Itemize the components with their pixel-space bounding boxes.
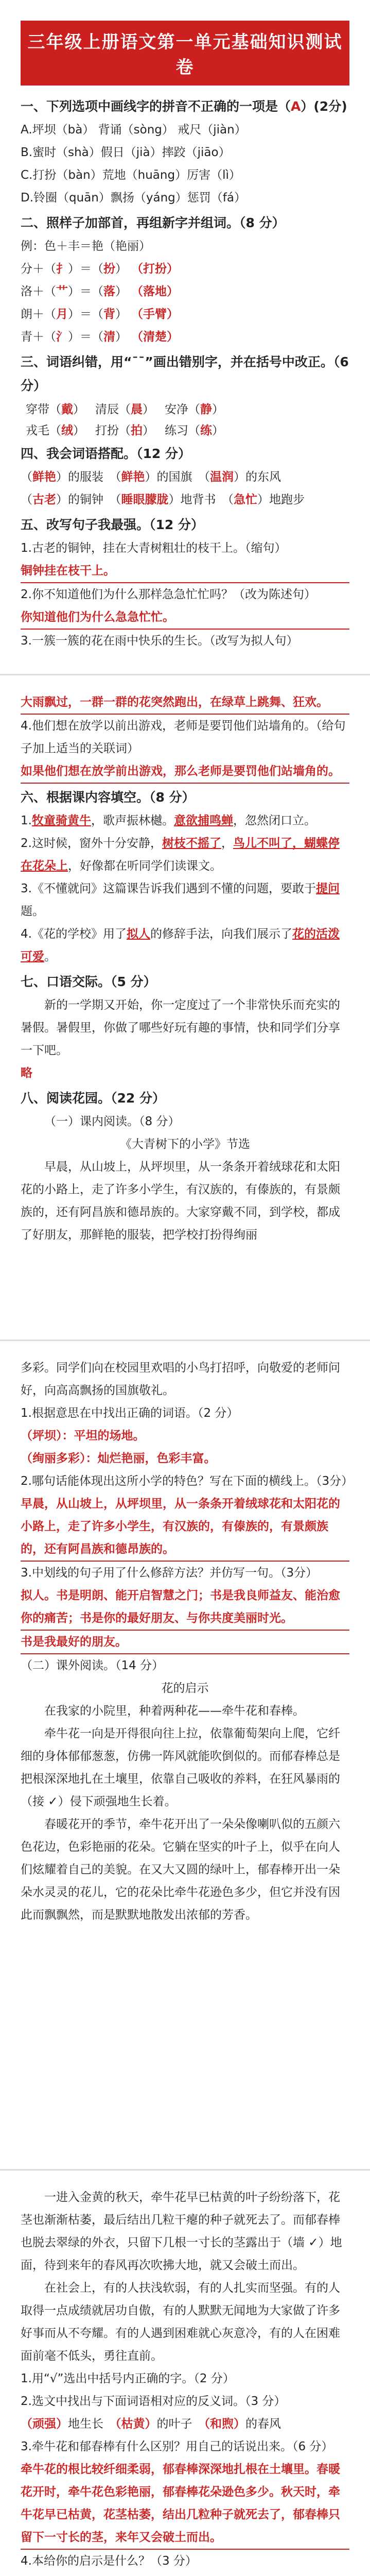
radical-row: 朗＋（月）＝（背） （手臂） [21,308,179,321]
correction-item: 穿带（戴） [26,403,85,416]
test-page-4 [0,2169,370,2576]
option-d: D.铃圈（quān）飘扬（yáng）惩罚（fá） [21,191,246,205]
section-5-heading: 五、改写句子我最强。（12 分） [21,517,204,532]
section-3-heading: 三、词语纠错，用“ˉˉ”画出错别字，并在括号中改正。（6 分） [21,354,349,393]
answer-line: 你知道他们为什么急急忙忙。 [21,606,349,630]
reading-passage: 早晨，从山坡上，从坪坝里，从一条条开着绒球花和太阳花的小路上，走了许多小学生，有汉族的，有傣族的，有景颇族的，还有阿昌族和德昂族的。大家穿戴不同，到学校，都成了好朋友，那鲜艳的服装，把学校打扮得绚丽 [21,1160,340,1242]
section-1-heading: 一、下列选项中画线字的拼音不正确的一项是（A）(2分) [21,99,347,114]
answer-line: 铜钟挂在枝干上。 [21,560,349,583]
collocation-row: （鲜艳）的服装 （鲜艳）的国旗 （温润）的东风 [21,470,281,484]
answer-line: 拟人。书是明朗、能开启智慧之门；书是我良师益友、能治愈你的痛苦；书是你的最好朋友、与你共度美丽时光。 [21,1584,349,1631]
question: 1.古老的铜钟，挂在大青树粗壮的枝干上。（缩句） [21,541,287,555]
reading-paragraph: 牵牛花一向是开得很向往上拉，依靠葡萄架向上爬，它纤细的身体郁郁葱葱，仿佛一阵风就能吹倒似的。而郁春棒总是把根深深地扎在土壤里，依靠自己吸收的养料，在狂风暴雨的（接 ✓）侵下顽强地生长着。 [21,1727,340,1808]
radical-row: 洛＋（艹）＝（落） （落地） [21,285,179,298]
fill-item: 3.《不懂就问》这篇课告诉我们遇到不懂的问题，要敢于提问题。 [21,882,340,918]
reading-paragraph: 一进入金黄的秋天，牵牛花早已枯黄的叶子纷纷落下，花茎也渐渐枯萎，最后结出几粒干瘪的种子就死去了。而郁春棒也脱去翠绿的外衣，只留下几根一寸长的茎露出于（墙 ✓）地面，待到来年的春风再次吹拂大地，就又会破土而出。 [21,2191,342,2272]
question: 1.根据意思在中找出正确的词语。（2 分） [21,1406,239,1420]
reading-passage: 多彩。同学们向在校园里欢唱的小鸟打招呼，向敬爱的老师问好，向高高飘扬的国旗敬礼。 [21,1361,340,1397]
question: 2.选文中找出与下面词语相对应的反义词。（3 分） [21,2395,286,2408]
answer-line: （绚丽多彩）：灿烂艳丽，色彩丰富。 [21,1452,216,1465]
option-b: B.蜜时（shà）假日（jià）摔跤（jiāo） [21,146,231,159]
question: 3.一簇一簇的花在雨中快乐的生长。（改写为拟人句） [21,634,298,648]
radical-row: 分＋（扌）＝（扮） （打扮） [21,262,179,276]
test-page-1 [0,0,370,670]
reading-title: 《大青树下的小学》节选 [120,1138,250,1151]
reading-title: 花的启示 [161,1682,209,1695]
subsection-heading: （二）课外阅读。（14 分） [21,1659,164,1672]
question: 2.哪句话能体现出这所小学的特色？写在下面的横线上。（3分） [21,1475,354,1488]
section-2-heading: 二、照样子加部首，再组新字并组词。（8 分） [21,215,285,230]
test-page-3 [0,1340,370,2165]
question: 1.用“√”选出中括号内正确的字。（2 分） [21,2372,235,2385]
correction-item: 练习（练） [165,424,224,437]
question: 4.他们想在放学以前出游戏，老师是要罚他们站墙角的。（给句子加上适当的关联词） [21,719,346,755]
answer-mark: A [291,99,301,114]
fill-item: 4.《花的学校》用了拟人的修辞手法，向我们展示了花的活泼可爱。 [21,927,340,963]
option-c: C.打扮（bàn）荒地（huāng）厉害（lì） [21,168,241,182]
section-4-heading: 四、我会词语搭配。（12 分） [21,446,191,461]
test-page-2 [0,674,370,1336]
prompt-text: 新的一学期又开始，你一定度过了一个非常快乐而充实的暑假。暑假里，你做了哪些好玩有趣的事情，快和同学们分享一下吧。 [21,998,340,1057]
subsection-heading: （一）课内阅读。（8 分） [44,1115,180,1128]
antonym-row: （顽强）地生长 （枯黄）的叶子 （和煦）的春风 [21,2417,281,2431]
reading-paragraph: 在社会上，有的人扶浅软弱，有的人扎实而坚强。有的人取得一点成绩就居功自傲，有的人默默无闻地为大家做了许多好事而从不夸耀。有的人遇到困难就心灰意冷，有的人在困难面前毫不低头，勇往直前。 [21,2281,340,2363]
answer-line: 如果他们想在放学前出游戏，那么老师是要罚他们站墙角的。 [21,760,349,784]
reading-paragraph: 春暖花开的季节，牵牛花开出了一朵朵像喇叭似的五颜六色花边，色彩艳丽的花朵。它躺在坚实的叶子上，似乎在向人们炫耀着自己的美貌。在又大又圆的绿叶上，郁春棒开出一朵朵水灵灵的花儿，它的花朵比牵牛花逊色多少，但它并没有因此而飘飘然，而是默默地散发出浓郁的芳香。 [21,1818,340,1922]
answer-line: 略 [21,1066,32,1080]
answer-line: 书是我最好的朋友。 [21,1631,349,1654]
answer-line: 牵牛花的根比较纤细柔弱，郁春棒深深地扎根在土壤里。春暖花开时，牵牛花色彩艳丽，郁春棒花朵逊色多少。秋天时，牵牛花早已枯黄，花茎枯萎，结出几粒种子就死去了，郁春棒只留下一寸长的茎，来年又会破土而出。 [21,2458,349,2550]
answer-line: 大雨飘过，一群一群的花突然跑出，在绿草上跳舞、狂欢。 [21,691,349,715]
fill-item: 1.牧童骑黄牛，歌声振林樾。意欲捕鸣蝉，忽然闭口立。 [21,814,316,827]
fill-item: 2.这时候，窗外十分安静，树枝不摇了，鸟儿不叫了，蝴蝶停在花朵上，好像都在听同学们读课文。 [21,837,340,873]
radical-row: 青＋（氵）＝（清） （清楚） [21,330,179,344]
page-title: 三年级上册语文第一单元基础知识测试卷 [21,21,349,86]
question: 3.牵牛花和郁春棒有什么区别？用自己的话说出来。（6 分） [21,2440,333,2453]
correction-item: 清辰（晨） [95,403,154,416]
question: 2.你不知道他们为什么那样急急忙忙吗？（改为陈述句） [21,588,316,601]
correction-item: 打扮（拍） [95,424,154,437]
answer-line: （坪坝）：平坦的场地。 [21,1429,145,1443]
section-7-heading: 七、口语交际。（5 分） [21,974,156,989]
answer-line [21,2572,349,2576]
section-6-heading: 六、根据课内容填空。（8 分） [21,790,195,805]
correction-table [21,398,229,440]
reading-paragraph: 在我家的小院里，种着两种花——牵牛花和春棒。 [44,1704,305,1718]
answer-line: 早晨，从山坡上，从坪坝里，从一条条开着绒球花和太阳花的小路上，走了许多小学生，有汉族的，有傣族的，有景颇族的，还有阿昌族和德昂族的。 [21,1493,349,1562]
collocation-row: （古老）的铜钟 （睡眼朦胧）地背书 （急忙）地跑步 [21,493,305,506]
correction-item: 安净（静） [165,403,224,416]
option-a: A.坪坝（bà） 背诵（sòng） 戒尺（jiàn） [21,123,246,137]
correction-item: 戎毛（绒） [26,424,85,437]
example-line: 例：色＋丰＝艳（艳丽） [21,240,151,253]
question: 4.本给你的启示是什么？（3 分） [21,2554,197,2568]
section-8-heading: 八、阅读花园。（22 分） [21,1091,165,1106]
question: 3.中划线的句子用了什么修辞方法？并仿写一句。（3分） [21,1566,318,1580]
